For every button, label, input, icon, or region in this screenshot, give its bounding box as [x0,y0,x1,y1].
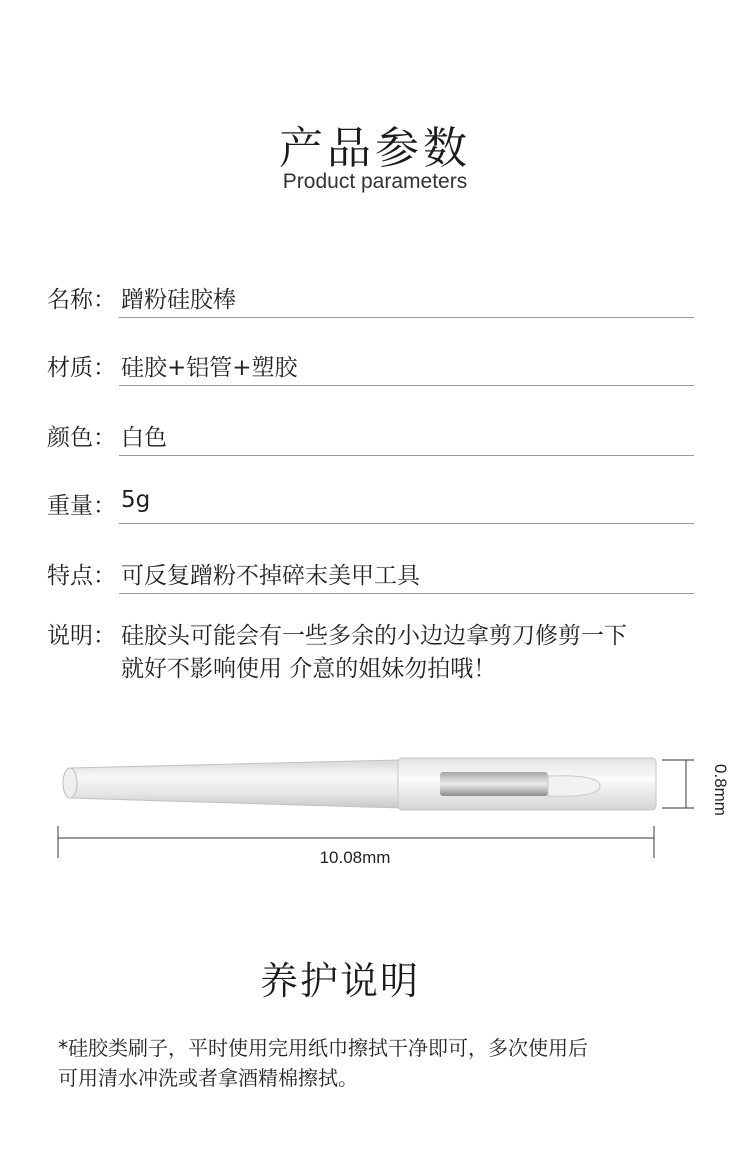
length-dimension-label: 10.08mm [319,848,391,867]
divider [119,385,694,386]
page-title-cn: 产品参数 [279,123,471,174]
description-line-1: 硅胶头可能会有一些多余的小边边拿剪刀修剪一下 [121,623,627,649]
param-label: 说明： [47,623,116,649]
stick-body [65,760,400,808]
param-value: 可反复蹭粉不掉碎末美甲工具 [121,563,420,589]
care-line-2: 可用清水冲洗或者拿酒精棉擦拭。 [58,1066,358,1090]
param-value: 硅胶+铝管+塑胶 [121,355,298,381]
description-line-2: 就好不影响使用 介意的姐妹勿拍哦！ [121,656,497,682]
divider [119,523,694,524]
param-value [121,620,721,686]
divider [119,593,694,594]
param-label: 材质： [47,355,116,381]
diameter-dimension-label: 0.8mm [711,764,730,816]
care-line-1: *硅胶类刷子，平时使用完用纸巾擦拭干净即可，多次使用后 [58,1036,588,1060]
stick-tip [63,768,77,798]
care-title: 养护说明 [259,959,420,1003]
divider [119,317,694,318]
stick-metal [440,772,548,796]
param-label: 名称： [47,287,116,313]
param-label: 颜色： [47,425,116,451]
param-value: 5g [121,487,151,513]
param-label: 重量： [47,493,116,519]
divider [119,455,694,456]
page-title-en: Product parameters [282,170,468,193]
stick-silicone-head [548,776,600,797]
param-value: 蹭粉硅胶棒 [121,287,236,313]
param-value: 白色 [121,425,167,451]
param-label: 特点： [47,563,116,589]
care-text [58,1033,698,1093]
